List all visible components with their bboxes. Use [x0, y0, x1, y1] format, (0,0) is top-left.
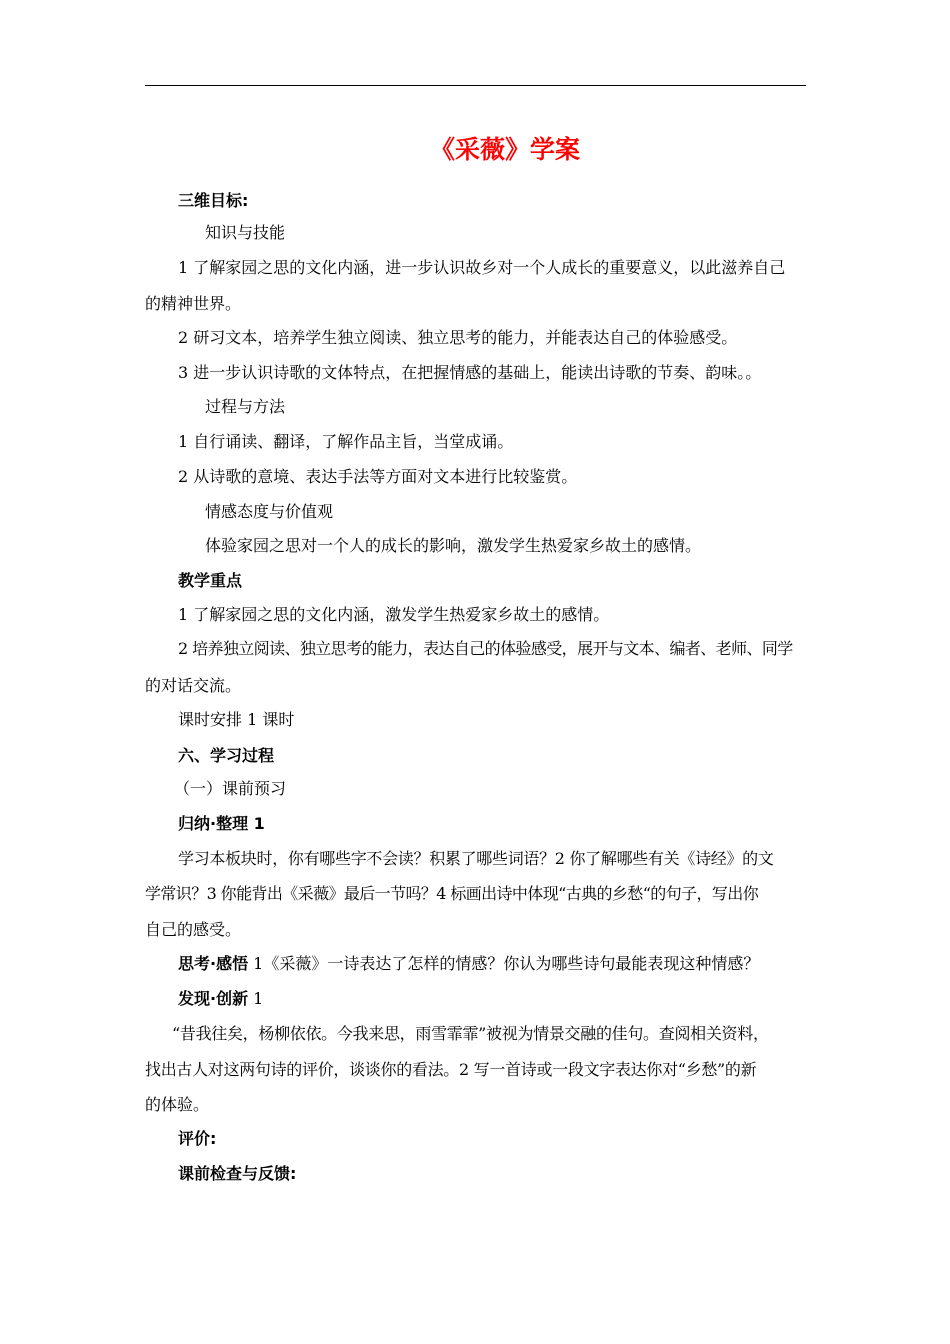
heading-check-feedback: 课前检查与反馈: [178, 1164, 297, 1183]
paragraph-line: 2 研习文本，培养学生独立阅读、独立思考的能力，并能表达自己的体验感受。 [178, 328, 738, 347]
discover-line [178, 988, 263, 1010]
heading-key-points: 教学重点 [178, 571, 243, 590]
heading-objectives: 三维目标: [178, 191, 249, 210]
header-rule [145, 85, 806, 86]
paragraph-line: 找出古人对这两句诗的评价，谈谈你的看法。2 写一首诗或一段文字表达你对“乡愁”的新 [145, 1060, 757, 1079]
paragraph-line: 的精神世界。 [145, 294, 242, 313]
paragraph-line: 自己的感受。 [145, 920, 242, 939]
think-text: 1《采薇》一诗表达了怎样的情感？你认为哪些诗句最能表现这种情感？ [248, 954, 760, 973]
paragraph-line: 学常识？3 你能背出《采薇》最后一节吗？4 标画出诗中体现“古典的乡愁“的句子，写出你 [145, 884, 759, 903]
paragraph-line: 2 培养独立阅读、独立思考的能力，表达自己的体验感受，展开与文本、编者、老师、同学 [178, 639, 793, 658]
paragraph-line: 1 了解家园之思的文化内涵，激发学生热爱家乡故土的感情。 [178, 605, 610, 624]
paragraph-line: 3 进一步认识诗歌的文体特点，在把握情感的基础上，能读出诗歌的节奏、韵味。。 [178, 363, 762, 382]
discover-label: 发现·创新 [178, 989, 249, 1008]
paragraph-line: “昔我往矣，杨柳依依。今我来思，雨雪霏霏”被视为情景交融的佳句。查阅相关资料， [172, 1024, 769, 1043]
paragraph-line: 的体验。 [145, 1095, 210, 1114]
paragraph-line: 体验家园之思对一个人的成长的影响，激发学生热爱家乡故土的感情。 [205, 536, 702, 555]
paragraph-line: 1 了解家园之思的文化内涵，进一步认识故乡对一个人成长的重要意义，以此滋养自己 [178, 258, 786, 277]
think-line [178, 953, 759, 975]
page-title: 《采薇》学案 [429, 135, 580, 164]
think-label: 思考·感悟 [178, 954, 249, 973]
subheading-knowledge: 知识与技能 [205, 223, 286, 242]
discover-text: 1 [248, 989, 264, 1008]
schedule-line: 课时安排 1 课时 [178, 710, 295, 729]
subheading-emotion: 情感态度与价值观 [205, 502, 334, 521]
paragraph-line: 1 自行诵读、翻译，了解作品主旨，当堂成诵。 [178, 432, 514, 451]
heading-summary: 归纳·整理 1 [178, 814, 265, 833]
heading-evaluation: 评价: [178, 1129, 217, 1148]
subheading-preview: （一）课前预习 [174, 779, 287, 798]
paragraph-line: 学习本板块时，你有哪些字不会读？积累了哪些词语？2 你了解哪些有关《诗经》的文 [178, 849, 774, 868]
subheading-process: 过程与方法 [205, 397, 286, 416]
paragraph-line: 的对话交流。 [145, 676, 242, 695]
paragraph-line: 2 从诗歌的意境、表达手法等方面对文本进行比较鉴赏。 [178, 467, 578, 486]
heading-learning-process: 六、学习过程 [178, 746, 275, 765]
